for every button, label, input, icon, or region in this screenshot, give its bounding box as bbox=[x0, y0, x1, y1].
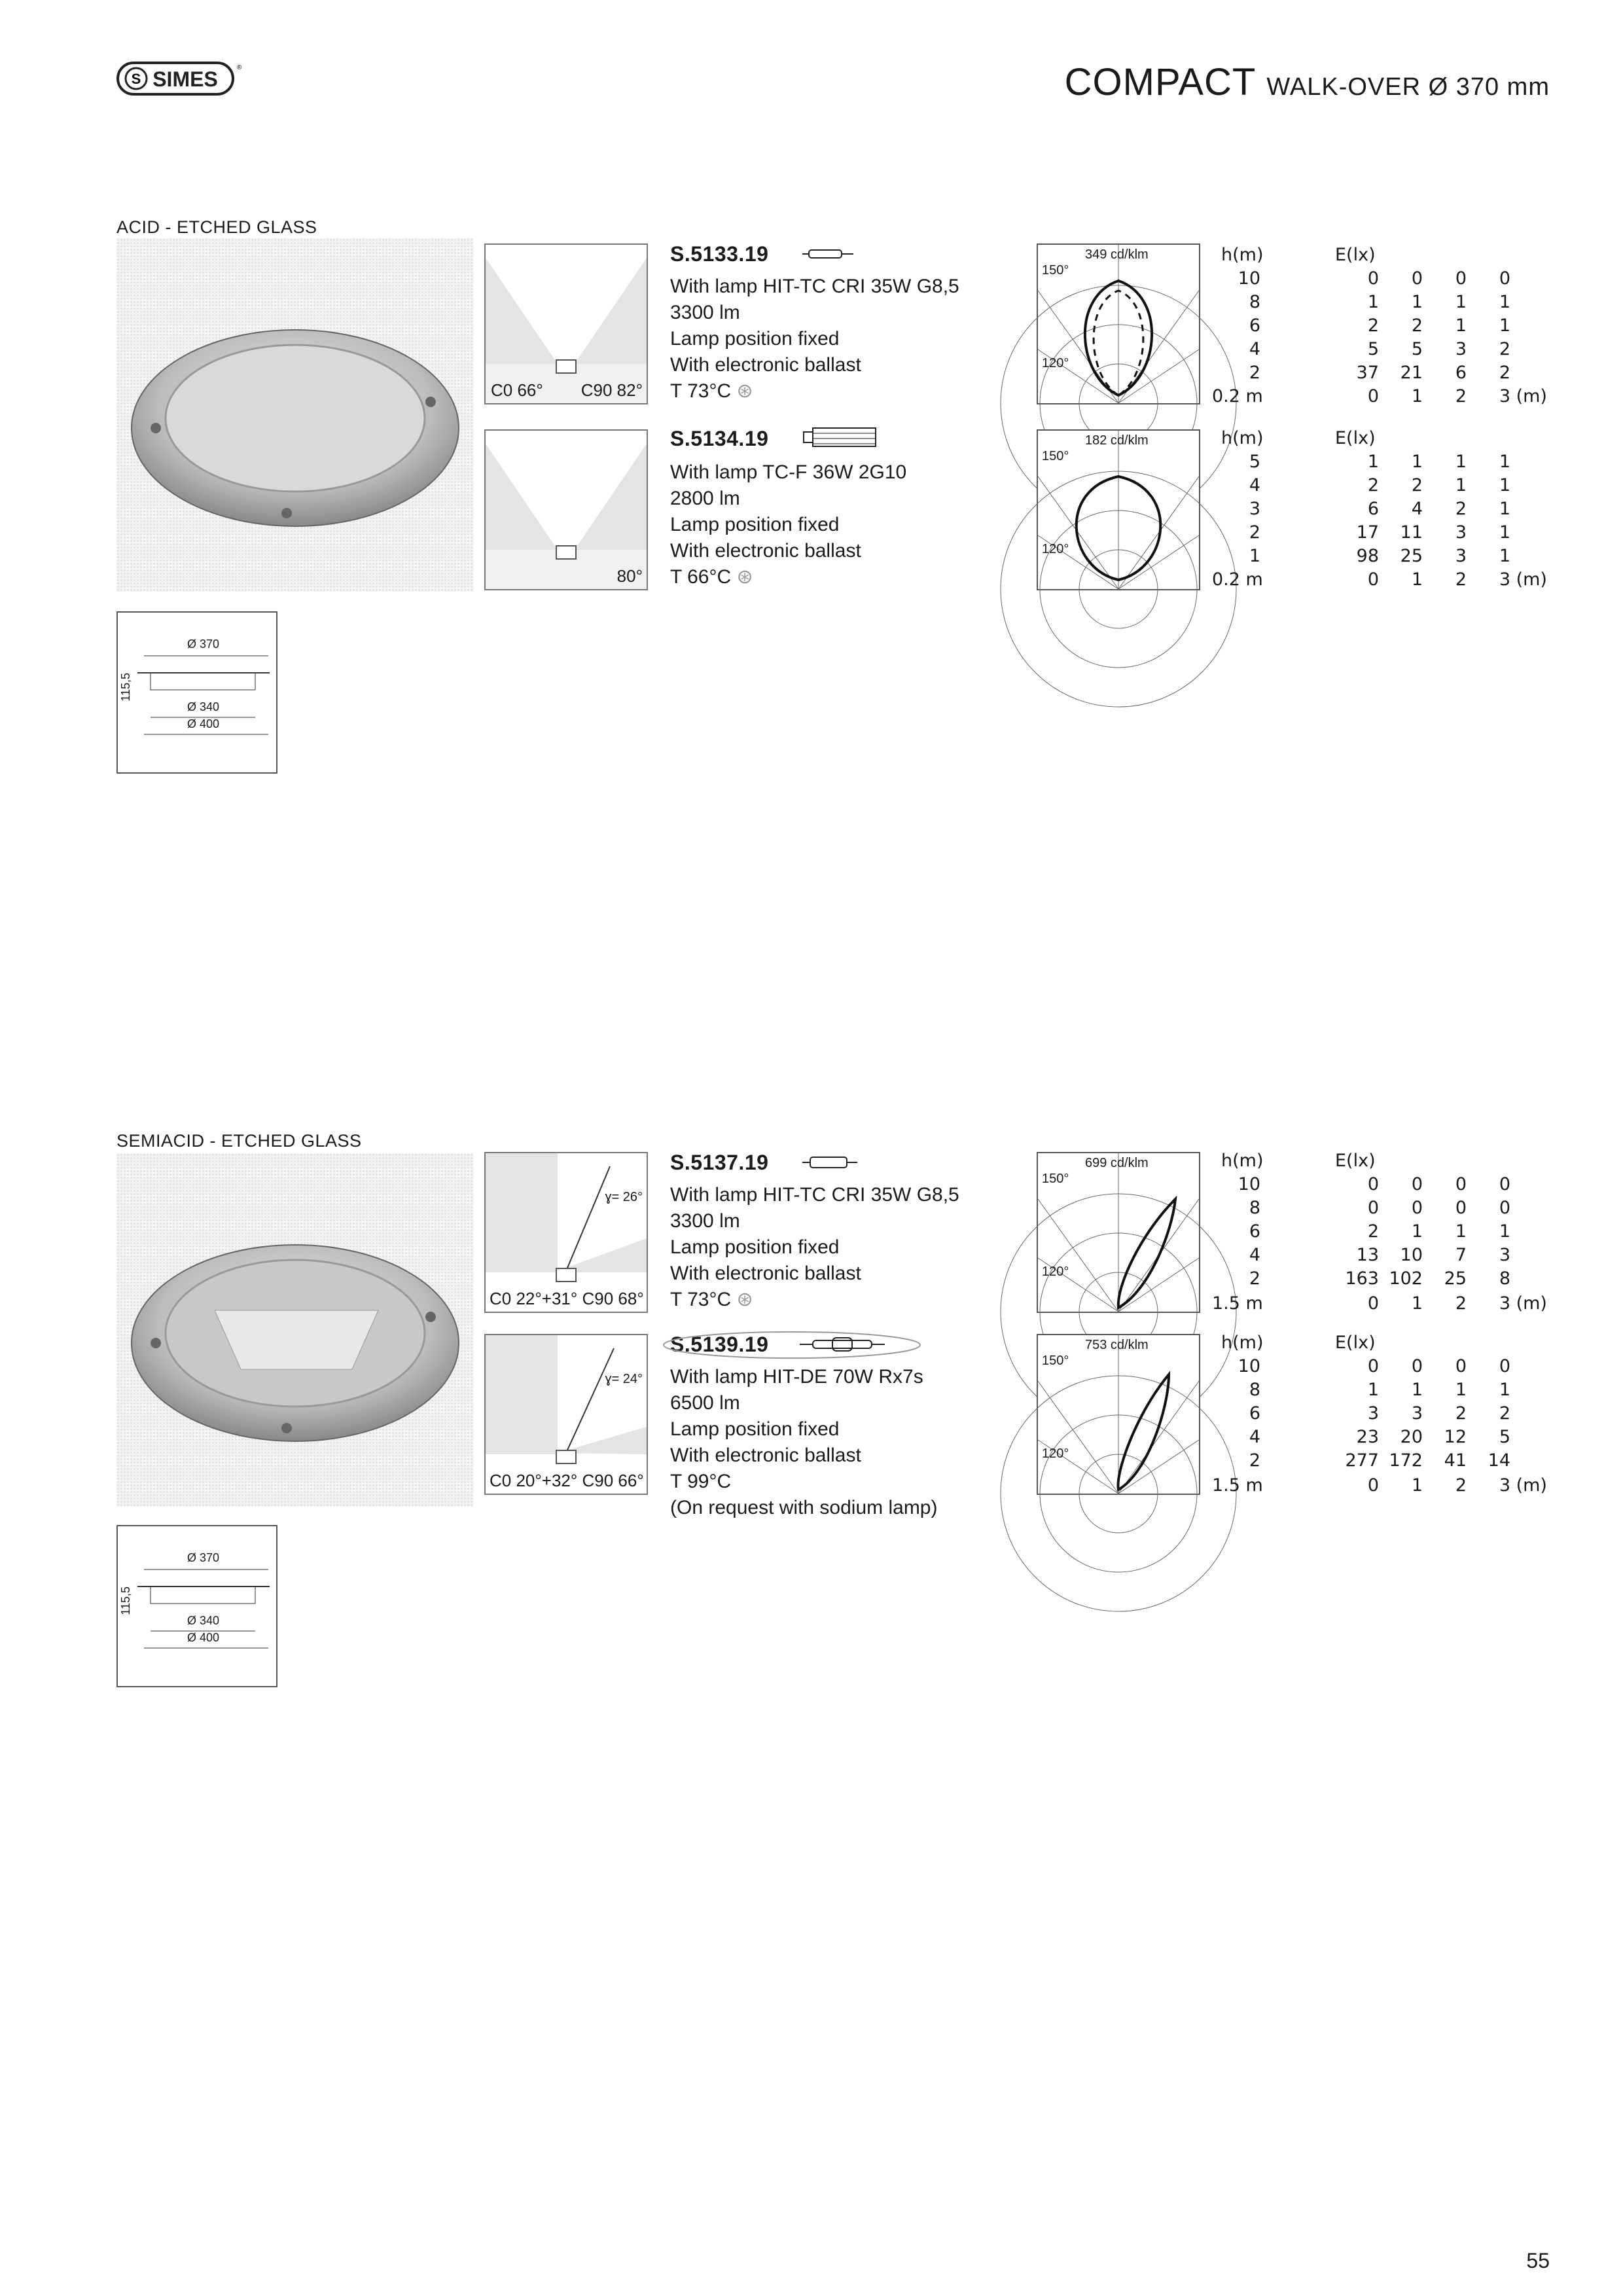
polar-diagram-s5137: 699 cd/klm 150° 120° bbox=[1037, 1152, 1200, 1313]
product-specs-s5133: With lamp HIT-TC CRI 35W G8,5 3300 lm Lamp position fixed With electronic ballast T 73°C ⊛ bbox=[670, 276, 959, 402]
svg-text:S: S bbox=[131, 71, 141, 87]
x-axis-s5139: 0 1 2 3 (m) bbox=[1367, 1475, 1547, 1496]
product-code-s5133: S.5133.19 bbox=[670, 242, 769, 266]
temperature-icon: ⊛ bbox=[736, 380, 753, 402]
product-photo-acid bbox=[116, 238, 474, 592]
page-title: COMPACT WALK-OVER Ø 370 mm bbox=[1064, 61, 1550, 103]
height-table-s5133: h(m) 10 8 6 4 2 bbox=[1221, 245, 1264, 383]
height-table-s5134: h(m) 5 4 3 2 1 bbox=[1221, 428, 1264, 566]
illuminance-table-s5134: E(lx) 1 1 1 1 2 2 1 1 6 4 2 1 17 11 3 1 98 25 3 1 bbox=[1335, 428, 1510, 566]
temperature-icon: ⊛ bbox=[736, 566, 753, 588]
lamp-hit-tc-icon bbox=[802, 1155, 859, 1170]
illuminance-table-s5137: E(lx) 0 0 0 0 0 0 0 0 2 1 1 1 13 10 7 3 163 102 25 8 bbox=[1335, 1151, 1510, 1289]
dimension-drawing-semiacid: Ø 370 115,5 Ø 340 Ø 400 bbox=[116, 1525, 277, 1687]
illuminance-table-s5133: E(lx) 0 0 0 0 1 1 1 1 2 2 1 1 5 5 3 2 37 21 6 2 bbox=[1335, 245, 1510, 383]
beam-diagram-s5139: ɣ= 24° C0 20°+32° C90 66° bbox=[484, 1334, 648, 1495]
height-table-s5139: h(m) 10 8 6 4 2 bbox=[1221, 1333, 1264, 1471]
section-label-acid: ACID - ETCHED GLASS bbox=[116, 217, 317, 237]
polar-diagram-s5139: 753 cd/klm 150° 120° bbox=[1037, 1334, 1200, 1495]
base-label-s5134: 0.2 m bbox=[1212, 569, 1263, 590]
dimension-drawing-acid: Ø 370 115,5 Ø 340 Ø 400 bbox=[116, 611, 277, 774]
lamp-hit-de-icon bbox=[800, 1336, 885, 1352]
svg-text:®: ® bbox=[237, 64, 242, 71]
page-number: 55 bbox=[1526, 2249, 1550, 2272]
x-axis-s5133: 0 1 2 3 (m) bbox=[1367, 386, 1547, 406]
base-label-s5139: 1.5 m bbox=[1212, 1475, 1263, 1496]
beam-diagram-s5134: 80° bbox=[484, 429, 648, 590]
height-table-s5137: h(m) 10 8 6 4 2 bbox=[1221, 1151, 1264, 1289]
product-specs-s5139: With lamp HIT-DE 70W Rx7s 6500 lm Lamp position fixed With electronic ballast T 99°C (On request with sodium lamp) bbox=[670, 1366, 938, 1518]
product-specs-s5137: With lamp HIT-TC CRI 35W G8,5 3300 lm Lamp position fixed With electronic ballast T 73°C ⊛ bbox=[670, 1184, 959, 1310]
product-specs-s5134: With lamp TC-F 36W 2G10 2800 lm Lamp position fixed With electronic ballast T 66°C ⊛ bbox=[670, 461, 907, 588]
base-label-s5137: 1.5 m bbox=[1212, 1293, 1263, 1314]
temperature-icon: ⊛ bbox=[736, 1289, 753, 1310]
base-label-s5133: 0.2 m bbox=[1212, 386, 1263, 406]
x-axis-s5137: 0 1 2 3 (m) bbox=[1367, 1293, 1547, 1314]
product-code-s5137: S.5137.19 bbox=[670, 1151, 769, 1174]
simes-logo bbox=[116, 60, 241, 97]
illuminance-table-s5139: E(lx) 0 0 0 0 1 1 1 1 3 3 2 2 23 20 12 5 277 172 41 14 bbox=[1335, 1333, 1510, 1471]
lamp-tc-f-icon bbox=[802, 425, 878, 449]
beam-diagram-s5137: ɣ= 26° C0 22°+31° C90 68° bbox=[484, 1152, 648, 1313]
polar-diagram-s5134: 182 cd/klm 150° 120° bbox=[1037, 429, 1200, 590]
polar-diagram-s5133: 349 cd/klm 150° 120° bbox=[1037, 243, 1200, 404]
product-code-s5139: S.5139.19 bbox=[670, 1333, 769, 1356]
beam-diagram-s5133: C0 66° C90 82° bbox=[484, 243, 648, 404]
product-code-s5134: S.5134.19 bbox=[670, 427, 769, 450]
x-axis-s5134: 0 1 2 3 (m) bbox=[1367, 569, 1547, 590]
product-photo-semiacid bbox=[116, 1153, 474, 1507]
section-label-semiacid: SEMIACID - ETCHED GLASS bbox=[116, 1131, 362, 1151]
lamp-hit-tc-icon bbox=[802, 246, 855, 262]
svg-text:SIMES: SIMES bbox=[152, 67, 218, 91]
